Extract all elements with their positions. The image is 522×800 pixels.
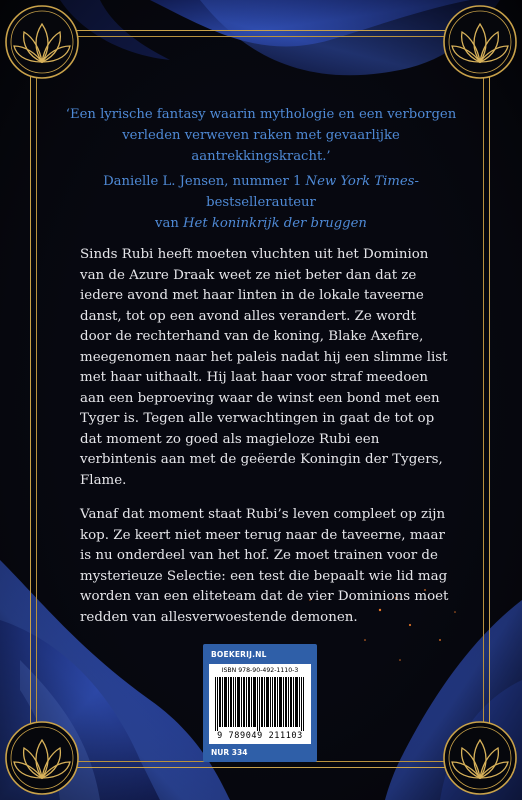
lotus-ornament-icon xyxy=(426,704,522,800)
quote-author-suffix: -bestsellerauteur xyxy=(206,174,419,210)
quote-author-italic: New York Times xyxy=(305,174,415,189)
quote-text: ‘Een lyrische fantasy waarin mythologie en een verborgen verleden verweven raken met gevaarlijke aantrekkingskracht.’ xyxy=(65,107,457,164)
publisher-label: BOEKERIJ.NL xyxy=(211,650,267,659)
nur-label: NUR 334 xyxy=(211,748,248,757)
isbn-text: ISBN 978-90-492-1110-3 xyxy=(221,667,299,674)
lotus-ornament-icon xyxy=(426,0,522,96)
blurb-paragraph: Vanaf dat moment staat Rubi’s leven compleet op zijn kop. Ze keert niet meer terug naar de taveerne, maar is nu onderdeel van het hof. Ze moet trainen voor de mysterieuze Selectie: een test die bepaalt wie lid mag worden van een eliteteam dat de vier Dominions moet redden van allesverwoestende demonen. xyxy=(80,507,449,625)
book-blurb xyxy=(80,245,450,642)
barcode-label xyxy=(209,664,311,744)
barcode-icon xyxy=(215,677,305,731)
endorsement-quote xyxy=(56,104,466,234)
lotus-ornament-icon xyxy=(0,704,96,800)
quote-author: Danielle L. Jensen, nummer 1 xyxy=(103,174,306,189)
blurb-paragraph: Sinds Rubi heeft moeten vluchten uit het Dominion van de Azure Draak weet ze niet beter dan dat ze iedere avond met haar linten in de lokale taveerne danst, tot op een avond alles verandert. Ze wordt door de rechterhand van de koning, Blake Axefire, meegenomen naar het paleis nadat hij een slimme list met haar uithaalt. Hij laat haar voor straf meedoen aan een beproeving waar de winst een bond met een Tyger is. Tegen alle verwachtingen in gaat de tot op dat moment zo goed als magieloze Rubi een verbintenis aan met de geëerde Koningin der Tygers, Flame. xyxy=(80,247,448,488)
quote-book-title: Het koninkrijk der bruggen xyxy=(183,216,367,231)
quote-book-prefix: van xyxy=(155,216,184,231)
quote-attribution xyxy=(56,171,466,234)
barcode-digits: 9 789049 211103 xyxy=(217,731,303,741)
lotus-ornament-icon xyxy=(0,0,96,96)
barcode-panel xyxy=(203,644,317,762)
